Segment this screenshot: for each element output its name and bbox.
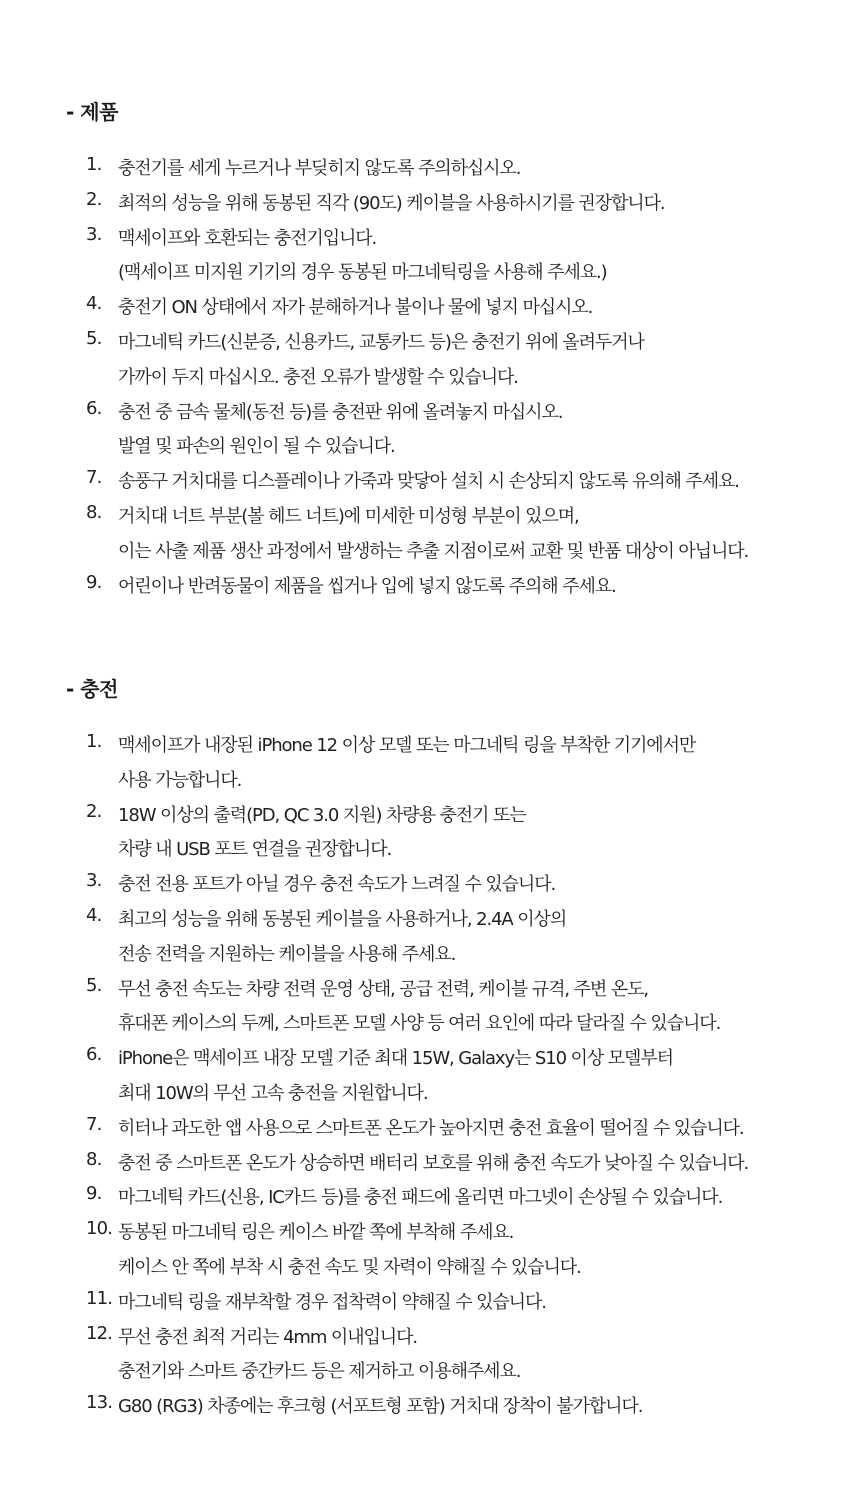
list-item-number: 4. bbox=[86, 905, 102, 926]
list-item-text: 가까이 두지 마십시오. 충전 오류가 발생할 수 있습니다. bbox=[118, 366, 518, 388]
list-item-number: 9. bbox=[86, 571, 102, 593]
list-item-text: 충전 중 금속 물체(동전 등)를 충전판 위에 올려놓지 마십시오. bbox=[118, 401, 563, 423]
list-item-number: 2. bbox=[86, 800, 102, 822]
list-item-text: 최대 10W의 무선 고속 충전을 지원합니다. bbox=[118, 1082, 428, 1104]
list-item-text: 충전 전용 포트가 아닐 경우 충전 속도가 느려질 수 있습니다. bbox=[118, 874, 556, 896]
list-item-text: (맥세이프 미지원 기기의 경우 동봉된 마그네틱링을 사용해 주세요.) bbox=[118, 262, 607, 284]
list-item-number: 1. bbox=[86, 731, 102, 752]
list-item-number: 3. bbox=[86, 223, 102, 245]
list-item-number: 6. bbox=[86, 1044, 102, 1066]
list-item-text: 사용 가능합니다. bbox=[118, 769, 242, 791]
list-item-number: 3. bbox=[86, 870, 102, 892]
list-item-number: 13. bbox=[86, 1392, 113, 1414]
list-item-text: 맥세이프가 내장된 iPhone 12 이상 모델 또는 마그네틱 링을 부착한 기기에서만 bbox=[118, 735, 696, 756]
list-item-text: 케이스 안 쪽에 부착 시 충전 속도 및 자력이 약해질 수 있습니다. bbox=[118, 1256, 581, 1278]
list-item-text: 마그네틱 카드(신용, IC카드 등)를 충전 패드에 올리면 마그넷이 손상될 수 있습니다. bbox=[118, 1187, 723, 1209]
list-item-text: 마그네틱 카드(신분증, 신용카드, 교통카드 등)은 충전기 위에 올려두거나 bbox=[118, 332, 644, 353]
list-item-number: 7. bbox=[86, 467, 102, 489]
list-item-text: 최고의 성능을 위해 동봉된 케이블을 사용하거나, 2.4A 이상의 bbox=[118, 909, 567, 930]
list-item-number: 5. bbox=[86, 328, 102, 349]
list-item-text: 충전기와 스마트 중간카드 등은 제거하고 이용해주세요. bbox=[118, 1361, 521, 1383]
list-item-number: 11. bbox=[86, 1287, 113, 1309]
list-item-text: 어린이나 반려동물이 제품을 씹거나 입에 넣지 않도록 주의해 주세요. bbox=[118, 575, 616, 597]
list-item-text: 이는 사출 제품 생산 과정에서 발생하는 추출 지점이로써 교환 및 반품 대상이 아닙니다. bbox=[118, 540, 749, 562]
list-item-text: 최적의 성능을 위해 동봉된 직각 (90도) 케이블을 사용하시기를 권장합니다. bbox=[118, 192, 665, 214]
list-item-number: 10. bbox=[86, 1218, 113, 1240]
list-item-text: 무선 충전 최적 거리는 4mm 이내입니다. bbox=[118, 1326, 417, 1348]
list-item-text: 휴대폰 케이스의 두께, 스마트폰 모델 사양 등 여러 요인에 따라 달라질 수 있습니다. bbox=[118, 1013, 721, 1035]
section-heading: - 충전 bbox=[66, 677, 118, 701]
list-item-number: 5. bbox=[86, 974, 102, 996]
list-item-number: 1. bbox=[86, 154, 102, 175]
list-item-text: 충전 중 스마트폰 온도가 상승하면 배터리 보호를 위해 충전 속도가 낮아질 수 있습니다. bbox=[118, 1152, 749, 1174]
list-item-text: 전송 전력을 지원하는 케이블을 사용해 주세요. bbox=[118, 943, 456, 965]
list-item-text: 맥세이프와 호환되는 충전기입니다. bbox=[118, 227, 377, 249]
section-heading: - 제품 bbox=[66, 100, 118, 124]
list-item-number: 8. bbox=[86, 502, 102, 523]
list-item-number: 4. bbox=[86, 293, 102, 315]
list-item-text: 동봉된 마그네틱 링은 케이스 바깥 쪽에 부착해 주세요. bbox=[118, 1222, 514, 1244]
list-item-text: 히터나 과도한 앱 사용으로 스마트폰 온도가 높아지면 충전 효율이 떨어질 수 있습니다. bbox=[118, 1117, 744, 1139]
list-item-text: 충전기를 세게 누르거나 부딪히지 않도록 주의하십시오. bbox=[118, 158, 521, 179]
list-item-text: 발열 및 파손의 원인이 될 수 있습니다. bbox=[118, 436, 395, 458]
list-item-number: 8. bbox=[86, 1148, 102, 1170]
list-item-text: 거치대 너트 부분(볼 헤드 너트)에 미세한 미성형 부분이 있으며, bbox=[118, 506, 579, 527]
list-item-text: G80 (RG3) 차종에는 후크형 (서포트형 포함) 거치대 장착이 불가합니다. bbox=[118, 1396, 643, 1418]
list-item-text: 충전기 ON 상태에서 자가 분해하거나 불이나 물에 넣지 마십시오. bbox=[118, 297, 593, 319]
list-item-number: 12. bbox=[86, 1322, 113, 1344]
list-item-number: 9. bbox=[86, 1183, 102, 1205]
list-item-text: 차량 내 USB 포트 연결을 권장합니다. bbox=[118, 839, 392, 861]
list-item-text: 18W 이상의 출력(PD, QC 3.0 지원) 차량용 충전기 또는 bbox=[118, 804, 526, 826]
list-item-text: 송풍구 거치대를 디스플레이나 가죽과 맞닿아 설치 시 손상되지 않도록 유의해 주세요. bbox=[118, 471, 739, 493]
list-item-text: 마그네틱 링을 재부착할 경우 접착력이 약해질 수 있습니다. bbox=[118, 1291, 546, 1313]
list-item-text: 무선 충전 속도는 차량 전력 운영 상태, 공급 전력, 케이블 규격, 주변 온도, bbox=[118, 978, 649, 1000]
list-item-number: 2. bbox=[86, 188, 102, 210]
list-item-text: iPhone은 맥세이프 내장 모델 기준 최대 15W, Galaxy는 S10 이상 모델부터 bbox=[118, 1048, 673, 1070]
list-item-number: 7. bbox=[86, 1113, 102, 1135]
list-item-number: 6. bbox=[86, 397, 102, 419]
